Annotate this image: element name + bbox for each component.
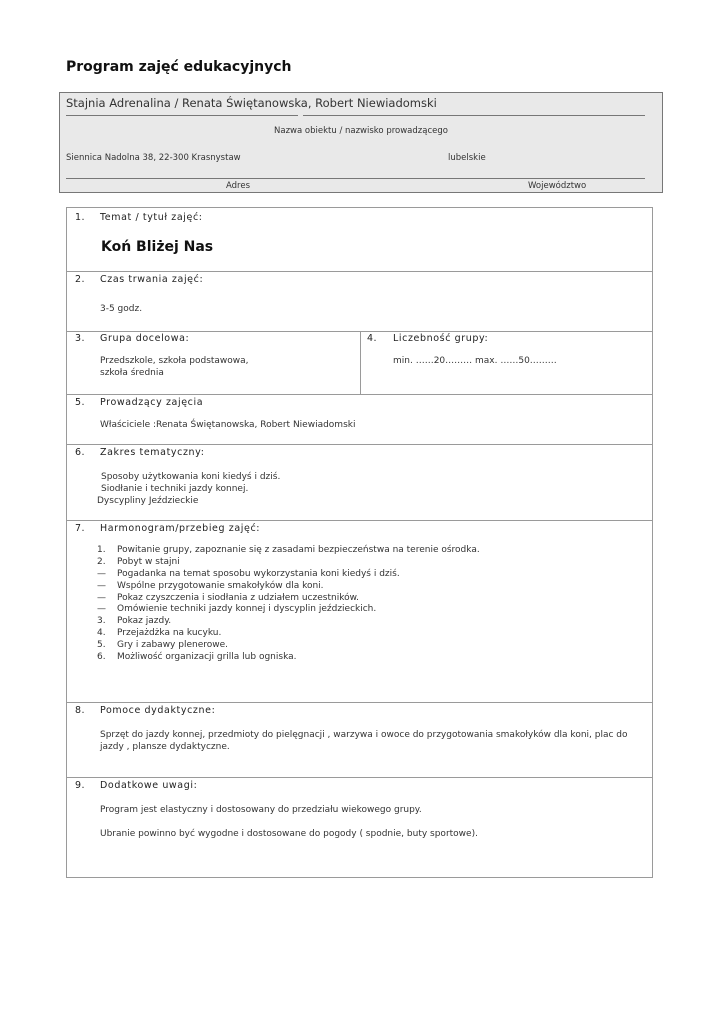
section-7-label: Harmonogram/przebieg zajęć: bbox=[100, 523, 261, 534]
list-text: Możliwość organizacji grilla lub ogniska. bbox=[117, 652, 297, 663]
list-text: Pogadanka na temat sposobu wykorzystania koni kiedyś i dziś. bbox=[117, 568, 400, 579]
list-text: Omówienie techniki jazdy konnej i dyscyplin jeździeckich. bbox=[117, 604, 377, 615]
row-divider bbox=[67, 444, 652, 445]
list-marker: — bbox=[97, 568, 106, 579]
row-divider bbox=[67, 702, 652, 703]
section-6-number: 6. bbox=[75, 447, 85, 458]
remarks-line-2: Ubranie powinno być wygodne i dostosowane do pogody ( spodnie, buty sportowe). bbox=[100, 829, 478, 839]
voivodeship-value: lubelskie bbox=[448, 153, 486, 163]
list-marker: 5. bbox=[97, 640, 106, 651]
row-divider bbox=[67, 520, 652, 521]
list-text: Powitanie grupy, zapoznanie się z zasadami bezpieczeństwa na terenie ośrodka. bbox=[117, 545, 480, 555]
list-marker: 4. bbox=[97, 628, 106, 639]
target-group-line-1: Przedszkole, szkoła podstawowa, bbox=[100, 356, 249, 366]
section-4-number: 4. bbox=[367, 333, 377, 344]
section-2-label: Czas trwania zajęć: bbox=[100, 274, 204, 285]
list-text: Pokaz czyszczenia i siodłania z udziałem uczestników. bbox=[117, 592, 359, 603]
section-8-label: Pomoce dydaktyczne: bbox=[100, 705, 216, 716]
section-9-label: Dodatkowe uwagi: bbox=[100, 780, 198, 791]
section-7-number: 7. bbox=[75, 523, 85, 534]
section-4-label: Liczebność grupy: bbox=[393, 333, 489, 344]
organization-caption: Nazwa obiektu / nazwisko prowadzącego bbox=[274, 126, 448, 136]
list-text: Gry i zabawy plenerowe. bbox=[117, 640, 228, 651]
list-marker: 2. bbox=[97, 556, 106, 567]
duration-value: 3-5 godz. bbox=[100, 304, 143, 314]
section-3-number: 3. bbox=[75, 333, 85, 344]
list-marker: 6. bbox=[97, 652, 106, 663]
header-box bbox=[59, 92, 663, 193]
scope-line-1: Sposoby użytkowania koni kiedyś i dziś. bbox=[101, 472, 281, 482]
column-divider bbox=[360, 331, 361, 394]
section-8-number: 8. bbox=[75, 705, 85, 716]
section-9-number: 9. bbox=[75, 780, 85, 791]
address-value: Siennica Nadolna 38, 22-300 Krasnystaw bbox=[66, 153, 241, 163]
section-5-label: Prowadzący zajęcia bbox=[100, 397, 204, 408]
scope-line-2: Siodłanie i techniki jazdy konnej. bbox=[101, 484, 249, 494]
organization-underline-left bbox=[66, 115, 298, 116]
list-marker: — bbox=[97, 580, 106, 591]
list-text: Przejażdżka na kucyku. bbox=[117, 628, 222, 639]
list-marker: — bbox=[97, 592, 106, 603]
instructors-value: Właściciele :Renata Świętanowska, Robert Niewiadomski bbox=[100, 420, 356, 430]
scope-line-3: Dyscypliny Jeździeckie bbox=[97, 496, 199, 506]
section-3-label: Grupa docelowa: bbox=[100, 333, 190, 344]
section-6-label: Zakres tematyczny: bbox=[100, 447, 205, 458]
section-2-number: 2. bbox=[75, 274, 85, 285]
row-divider bbox=[67, 777, 652, 778]
voivodeship-caption: Województwo bbox=[528, 181, 587, 191]
group-size-value: min. ……20……… max. ……50……… bbox=[393, 356, 557, 366]
teaching-aids-value: Sprzęt do jazdy konnej, przedmioty do pielęgnacji , warzywa i owoce do przygotowania smakołyków dla koni, plac do jazdy , plansze dydaktyczne. bbox=[100, 730, 628, 752]
section-1-number: 1. bbox=[75, 212, 85, 223]
address-caption: Adres bbox=[226, 181, 251, 191]
list-text: Pokaz jazdy. bbox=[117, 616, 172, 627]
address-underline bbox=[66, 178, 645, 179]
row-divider bbox=[67, 271, 652, 272]
list-text: Wspólne przygotowanie smakołyków dla koni. bbox=[117, 580, 324, 591]
row-divider bbox=[67, 394, 652, 395]
section-5-number: 5. bbox=[75, 397, 85, 408]
list-text: Pobyt w stajni bbox=[117, 556, 180, 567]
list-marker: 3. bbox=[97, 616, 106, 627]
list-marker: 1. bbox=[97, 545, 106, 555]
program-table bbox=[66, 207, 653, 878]
organization-name: Stajnia Adrenalina / Renata Świętanowska, Robert Niewiadomski bbox=[66, 96, 437, 110]
remarks-line-1: Program jest elastyczny i dostosowany do przedziału wiekowego grupy. bbox=[100, 805, 422, 815]
page-title: Program zajęć edukacyjnych bbox=[66, 59, 292, 75]
section-1-label: Temat / tytuł zajęć: bbox=[100, 212, 203, 223]
target-group-line-2: szkoła średnia bbox=[100, 368, 164, 378]
organization-underline-right bbox=[303, 115, 645, 116]
topic-title: Koń Bliżej Nas bbox=[101, 239, 214, 255]
list-marker: — bbox=[97, 604, 106, 615]
